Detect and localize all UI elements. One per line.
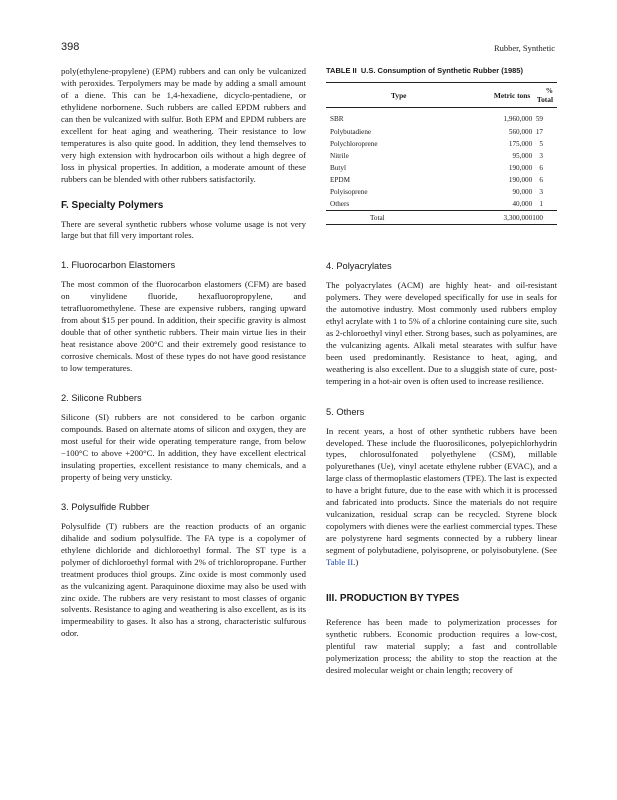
cell-metric-tons: 40,000 xyxy=(512,200,533,208)
right-column xyxy=(326,66,557,677)
cell-percent: 6 xyxy=(539,164,543,172)
subheading-polyacrylates: 4. Polyacrylates xyxy=(326,261,392,271)
table-row xyxy=(326,126,557,138)
table-title: U.S. Consumption of Synthetic Rubber (1985) xyxy=(360,66,523,75)
table-row xyxy=(326,198,557,211)
table-row xyxy=(326,174,557,186)
table-row xyxy=(326,150,557,162)
cell-metric-tons: 190,000 xyxy=(508,176,533,184)
paragraph-epdm: poly(ethylene-propylene) (EPM) rubbers and can only be vulcanized with peroxides. Terpolymers may be made by adding a small amount of a diene. This can be 1,4-hexadiene, dicyclo-pentadiene, or ethylidene norbornene. Such rubbers are called EPDM rubbers and can then be vulcanized with sulfur. Both EPM and EPDM rubbers are excellent for heat aging and weathering. Their resistance to low temperatures is also quite good. In addition, they lend themselves to very high extension with hydrocarbon oils without a high degree of loss in physical properties. In addition, a moderate amount of these rubbers can be blended with other rubbers satisfactorily. xyxy=(61,66,306,184)
cell-percent: 5 xyxy=(539,140,543,148)
cell-percent: 17 xyxy=(535,128,543,136)
cell-type: Polychloroprene xyxy=(330,140,378,148)
left-column xyxy=(61,66,306,640)
section-heading-production-by-types: III. PRODUCTION BY TYPES xyxy=(326,593,460,605)
cell-type: Others xyxy=(330,200,350,208)
cell-total-metric-tons: 3,300,000 xyxy=(453,211,532,225)
cell-percent: 3 xyxy=(539,188,543,196)
cell-metric-tons: 190,000 xyxy=(508,164,533,172)
page-number: 398 xyxy=(61,41,80,53)
cell-metric-tons: 175,000 xyxy=(508,140,533,148)
cell-metric-tons: 90,000 xyxy=(512,188,533,196)
section-heading-specialty-polymers: F. Specialty Polymers xyxy=(61,199,164,211)
cell-metric-tons: 1,960,000 xyxy=(503,115,533,123)
consumption-table xyxy=(326,82,557,225)
cell-type: Polybutadiene xyxy=(330,128,372,136)
subheading-fluorocarbon: 1. Fluorocarbon Elastomers xyxy=(61,260,176,271)
table-row xyxy=(326,162,557,174)
table-header-row xyxy=(326,83,557,108)
paragraph-polyacrylates: The polyacrylates (ACM) are highly heat- and oil-resistant polymers. They were developed specifically for use in seals for the automotive industry. Most commonly used rubbers employ ethyl acrylate with 1 to 5% of a chlorine containing cure site, such as 2-chloroethyl vinyl ether. Strong bases, such as polyamines, are the vulcanizing agents. Alkali metal stearates with sulfur have been used predominantly. Resistance to heat, aging, and weathering is also excellent. Due to a sluggish state of cure, post-tempering in a hot-air oven is often used to increase resilience. xyxy=(326,280,557,386)
cell-type: Nitrile xyxy=(330,152,349,160)
table-row xyxy=(326,108,557,127)
table-ii-link[interactable]: Table II xyxy=(326,557,354,568)
subheading-polysulfide: 3. Polysulfide Rubber xyxy=(61,501,150,512)
table-row xyxy=(326,138,557,150)
paragraph-production: Reference has been made to polymerization processes for synthetic rubbers. Economic production requires a low-cost, plentiful raw material supply; a fast and controllable polymerization process; the ability to stop the reaction at the desired molecular weight or chain length; recovery of xyxy=(326,617,557,675)
subheading-silicone: 2. Silicone Rubbers xyxy=(61,393,142,404)
table-row xyxy=(326,186,557,198)
cell-type: Butyl xyxy=(330,164,346,172)
column-header-metric-tons: Metric tons xyxy=(453,83,532,108)
paragraph-others-text: In recent years, a host of other synthetic rubbers have been developed. These include the fluorosilicones, polyepichlorhydrin types, chlorosulfonated polyethylene (CSM), millable polyurethanes (Ue), vinyl acetate ethylene rubber (EVAC), and a large class of thermoplastic elastomers (TPE). The last is expected to have a bright future, due to the ease with which it is processed and fabricated into products. Since the materials do not require vulcanization, residual scrap can be recycled. Styrene block copolymers with dienes were the earliest commercial types. These are polystyrene hard segments connected by a rubbery linear segment of polybutadiene, polyisoprene, or polyisobutylene. (See xyxy=(326,425,557,556)
cell-percent: 3 xyxy=(539,152,543,160)
paragraph-others xyxy=(326,426,557,569)
table-caption xyxy=(326,66,557,76)
cell-total-label: Total xyxy=(326,211,453,225)
paragraph-specialty-intro: There are several synthetic rubbers whose volume usage is not very large but that fill very important roles. xyxy=(61,218,306,241)
paragraph-others-end: .) xyxy=(353,557,359,568)
table-total-row xyxy=(326,211,557,225)
cell-metric-tons: 560,000 xyxy=(508,128,533,136)
cell-type: Polyisoprene xyxy=(330,188,368,196)
subheading-others: 5. Others xyxy=(326,406,365,417)
cell-percent: 6 xyxy=(539,176,543,184)
column-header-percent-total: % Total xyxy=(532,83,557,108)
cell-metric-tons: 95,000 xyxy=(512,152,533,160)
cell-percent: 1 xyxy=(539,200,543,208)
cell-percent: 59 xyxy=(535,115,543,123)
cell-total-percent: 100 xyxy=(532,211,557,225)
column-header-type: Type xyxy=(326,83,453,108)
paragraph-silicone: Silicone (SI) rubbers are not considered to be carbon organic compounds. Based on alternate atoms of silicon and oxygen, they are most useful for their wide operating temperature range, from below −100°C to above +200°C. In addition, they have excellent electrical insulating properties, excellent resistance to many chemicals, and a property of being very unsticky. xyxy=(61,412,306,482)
cell-type: SBR xyxy=(330,115,344,123)
running-title: Rubber, Synthetic xyxy=(493,43,555,53)
table-label: TABLE II xyxy=(326,66,357,75)
cell-type: EPDM xyxy=(330,176,350,184)
paragraph-polysulfide: Polysulfide (T) rubbers are the reaction products of an organic dihalide and sodium polysulfide. The FA type is a copolymer of ethylene dichloride and dichloroethyl formal. The ST type is a polymer of dichloroethyl formal with 2% of trichloropropane. Further treatment produces thiol groups. Zinc oxide is most commonly used as the vulcanizing agent. Paraquinone dioxime may also be used with zinc oxide. The rubbers are very resistant to most classes of organic solvents. Resistance to aging and weathering is also excellent, as is its impermeability to gases. It also has a strong, characteristic sulfurous odor. xyxy=(61,520,306,639)
paragraph-fluorocarbon: The most common of the fluorocarbon elastomers (CFM) are based on vinylidene fluoride, hexafluoropropylene, and tetrafluoromethylene. These are expensive rubbers, ranging upward from about $15 per pound. In addition, their specific gravity is almost double that of other synthetic rubbers. Their main virtue lies in their heat resistance above 200°C and their extremely good resistance to corrosive chemicals. Most of these types do not have good resistance to low temperatures. xyxy=(61,279,306,374)
